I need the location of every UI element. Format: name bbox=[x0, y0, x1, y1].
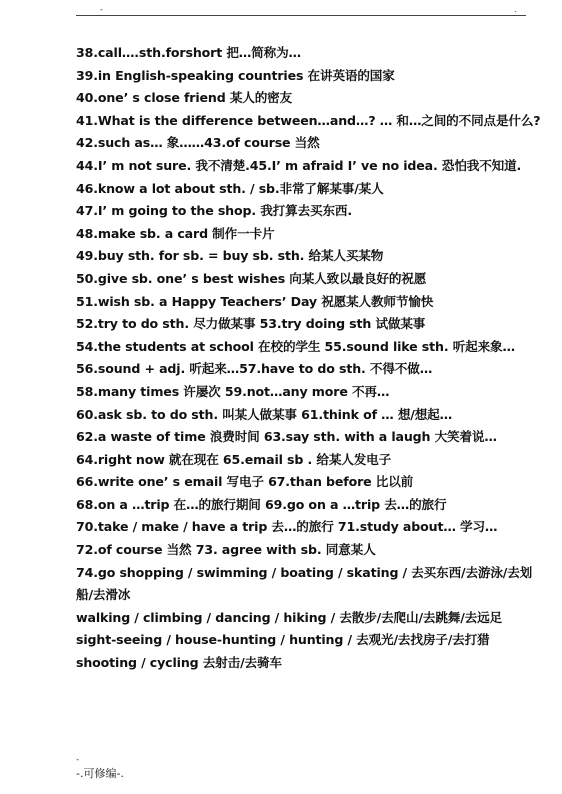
phrase-line-70-71: 70.take / make / have a trip 去…的旅行 71.study about… 学习… bbox=[76, 519, 498, 535]
phrase-line-68-69: 68.on a …trip 在…的旅行期间 69.go on a …trip 去…的旅行 bbox=[76, 496, 447, 512]
phrase-line-52-53: 52.try to do sth. 尽力做某事 53.try doing sth 试做某事 bbox=[76, 316, 426, 332]
phrase-line-64-65: 64.right now 就在现在 65.email sb . 给某人发电子 bbox=[76, 451, 392, 467]
phrase-line-44-45: 44.I’ m not sure. 我不清楚.45.I’ m afraid I’ ve no idea. 恐怕我不知道. bbox=[76, 157, 522, 173]
phrase-line-62-63: 62.a waste of time 浪费时间 63.say sth. with a laugh 大笑着说… bbox=[76, 429, 497, 445]
phrase-list bbox=[76, 42, 544, 675]
phrase-line-42-43: 42.such as… 象……43.of course 当然 bbox=[76, 135, 320, 151]
phrase-line-47: 47.I’ m going to the shop. 我打算去买东西. bbox=[76, 203, 352, 219]
phrase-line-54-55: 54.the students at school 在校的学生 55.sound like sth. 听起来象… bbox=[76, 338, 515, 354]
phrase-line-40: 40.one’ s close friend 某人的密友 bbox=[76, 90, 293, 106]
phrase-line-50: 50.give sb. one’ s best wishes 向某人致以最良好的祝愿 bbox=[76, 270, 427, 286]
phrase-line-58-59: 58.many times 许屡次 59.not…any more 不再… bbox=[76, 383, 390, 399]
footer-text: -.可修编-. bbox=[76, 767, 124, 780]
phrase-line-72-73: 72.of course 当然 73. agree with sb. 同意某人 bbox=[76, 542, 376, 558]
phrase-line-74-end: shooting / cycling 去射击/去骑车 bbox=[76, 655, 282, 671]
phrase-line-38: 38.call….sth.forshort 把…简称为… bbox=[76, 45, 301, 60]
phrase-line-74: 74.go shopping / swimming / boating / skating / 去买东西/去游泳/去划船/去滑冰 bbox=[76, 564, 533, 603]
phrase-line-66-67: 66.write one’ s email 写电子 67.than before 比以前 bbox=[76, 474, 414, 490]
phrase-line-39: 39.in English-speaking countries 在讲英语的国家 bbox=[76, 67, 395, 83]
phrase-line-48: 48.make sb. a card 制作一卡片 bbox=[76, 225, 275, 241]
header-mark-right: . bbox=[514, 5, 517, 14]
phrase-line-49: 49.buy sth. for sb. = buy sb. sth. 给某人买某物 bbox=[76, 248, 384, 264]
phrase-line-60-61: 60.ask sb. to do sth. 叫某人做某事 61.think of … 想/想起… bbox=[76, 406, 453, 422]
header-mark-left: - bbox=[100, 5, 103, 14]
phrase-line-51: 51.wish sb. a Happy Teachers’ Day 祝愿某人教师节愉快 bbox=[76, 293, 434, 309]
phrase-line-46: 46.know a lot about sth. / sb.非常了解某事/某人 bbox=[76, 180, 384, 196]
footer-dash: - bbox=[76, 755, 80, 765]
phrase-line-56-57: 56.sound + adj. 听起来…57.have to do sth. 不得不做… bbox=[76, 361, 433, 377]
header-rule bbox=[76, 15, 526, 16]
phrase-line-74-cont: walking / climbing / dancing / hiking / 去散步/去爬山/去跳舞/去远足 sight-seeing / house-hunting / hunting / 去观光/去找房子/去打猎 bbox=[76, 609, 503, 648]
phrase-line-41: 41.What is the difference between…and…? … 和…之间的不同点是什么? bbox=[76, 112, 541, 128]
